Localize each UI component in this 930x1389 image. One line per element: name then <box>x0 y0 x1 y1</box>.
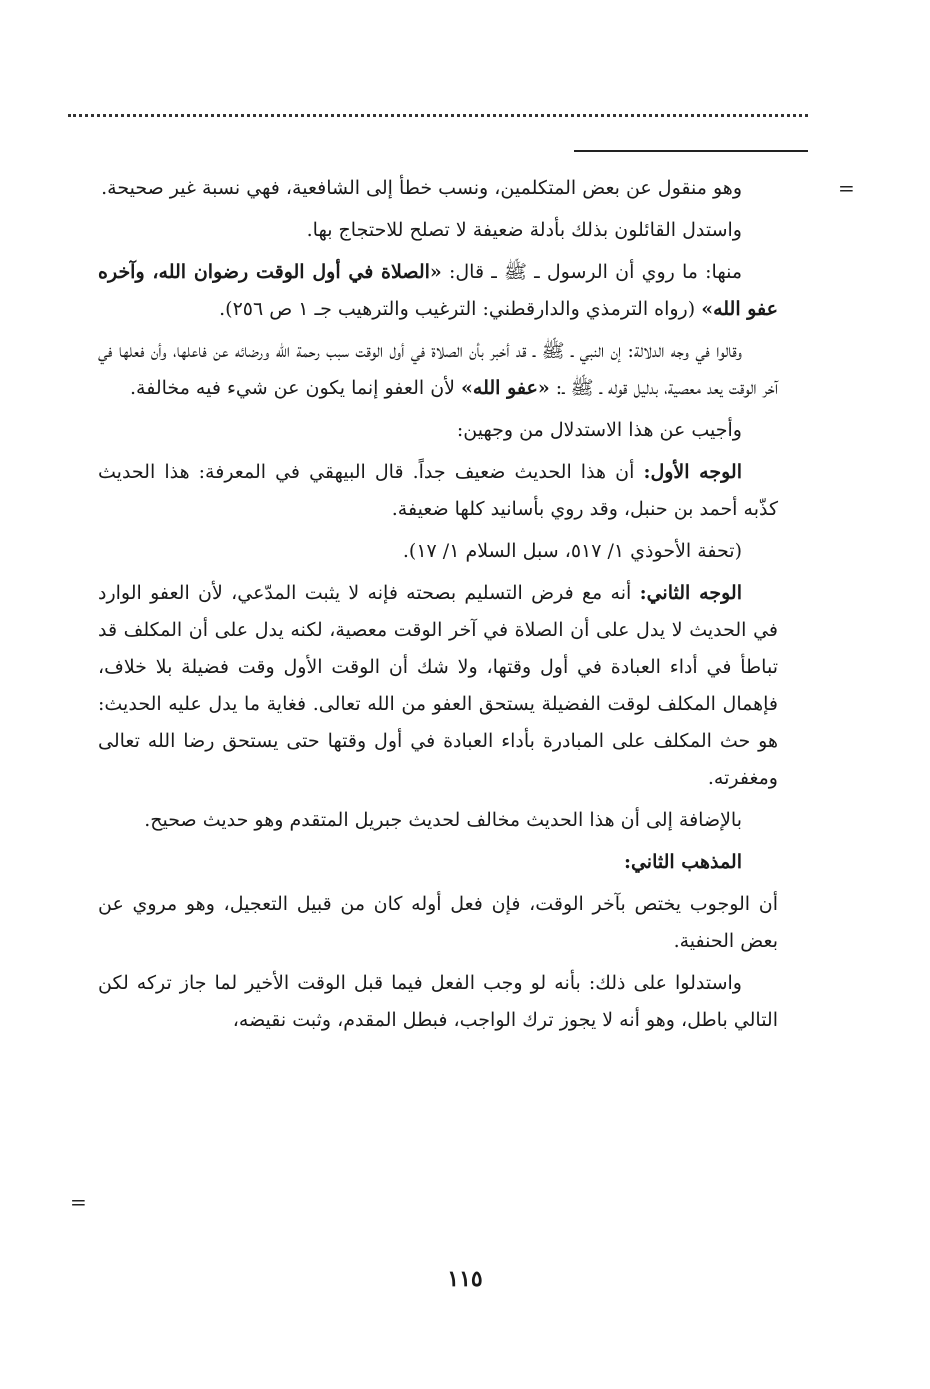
paragraph-9: بالإضافة إلى أن هذا الحديث مخالف لحديث جبريل المتقدم وهو حديث صحيح. <box>144 809 742 831</box>
paragraph-11: واستدلوا على ذلك: بأنه لو وجب الفعل فيما قبل الوقت الأخير لما جاز تركه لكن التالي باطل، وهو أنه لا يجوز ترك الواجب، فبطل المقدم، وثبت نقيضه، <box>98 972 778 1031</box>
first-aspect-text: أن هذا الحديث ضعيف جداً. قال البيهقي في المعرفة: هذا الحديث كذّبه أحمد بن حنبل، وقد روي بأسانيد كلها ضعيفة. <box>98 461 778 520</box>
hadith-quote: «الصلاة في أول الوقت رضوان الله، وآخره عفو الله» <box>98 261 778 320</box>
paragraph-10: أن الوجوب يختص بآخر الوقت، فإن فعل أوله كان من قبيل التعجيل، وهو مروي عن بعض الحنفية. <box>98 893 778 952</box>
paragraph-3-reference: (رواه الترمذي والدارقطني: الترغيب والترهيب جـ ١ ص ٢٥٦). <box>219 298 702 320</box>
paragraph-3 <box>98 254 778 328</box>
section-heading: المذهب الثاني: <box>623 851 742 873</box>
second-aspect-label: الوجه الثاني: <box>639 582 742 604</box>
dotted-separator <box>68 114 808 117</box>
paragraph-5: وأجيب عن هذا الاستدلال من وجهين: <box>456 419 742 441</box>
paragraph-2: واستدل القائلون بذلك بأدلة ضعيفة لا تصلح للاحتجاج بها. <box>306 219 742 241</box>
paragraph-4-text: وقالوا في وجه الدلالة: إن النبي ـ ﷺ ـ قد أخبر بأن الصلاة في أول الوقت سبب رحمة الله ورضائه عن فاعلها، وأن فعلها في آخر الوقت يعد معصية، بدليل قوله ـ ﷺ ـ: <box>98 340 778 399</box>
continuation-marker-bottom: = <box>70 1190 87 1214</box>
paragraph-6 <box>98 454 778 528</box>
paragraph-8 <box>98 575 778 797</box>
footnote-rule <box>574 150 808 152</box>
page-number: ١١٥ <box>447 1266 483 1292</box>
first-aspect-label: الوجه الأول: <box>643 461 743 483</box>
continuation-marker-top: = <box>838 176 855 200</box>
second-aspect-text: أنه مع فرض التسليم بصحته فإنه لا يثبت المدّعي، لأن العفو الوارد في الحديث لا يدل على أن الصلاة في آخر الوقت معصية، لكنه يدل على أن المكلف قد تباطأ في أداء العبادة في أول وقتها، ولا شك أن الوقت الأول وقت فضيلة بلا خلاف، فإهمال المكلف لوقت الفضيلة يستحق العفو من الله تعالى. فغاية ما يدل عليه الحديث: هو حث المكلف على المبادرة بأداء العبادة في أول وقتها حتى يستحق رضا الله تعالى ومغفرته. <box>98 582 778 789</box>
page-body <box>98 170 778 1044</box>
hadith-phrase: «عفو الله» <box>461 377 550 399</box>
paragraph-4-end: لأن العفو إنما يكون عن شيء فيه مخالفة. <box>130 377 462 399</box>
paragraph-4 <box>98 333 778 407</box>
paragraph-7-reference: (تحفة الأحوذي ١/ ٥١٧، سبل السلام ١/ ١٧). <box>402 540 742 562</box>
paragraph-3-intro: منها: ما روي أن الرسول ـ ﷺ ـ قال: <box>441 261 742 283</box>
paragraph-1: وهو منقول عن بعض المتكلمين، ونسب خطأ إلى الشافعية، فهي نسبة غير صحيحة. <box>101 177 742 199</box>
